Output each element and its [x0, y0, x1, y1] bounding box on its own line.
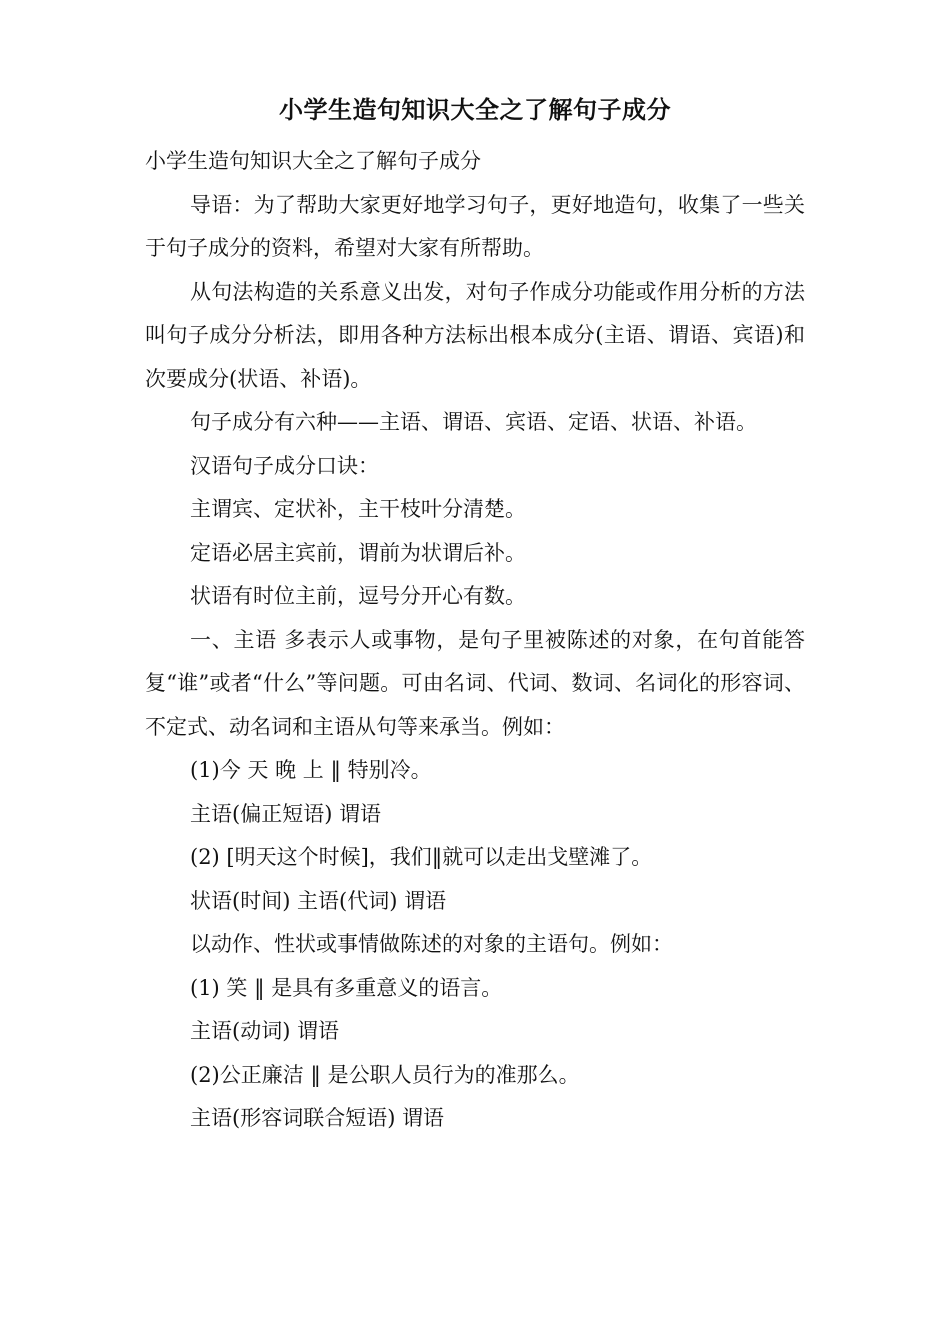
paragraph-example-4: (2)公正廉洁 ‖ 是公职人员行为的准那么。: [190, 1062, 580, 1087]
paragraph-mnemonic-line-2: 定语必居主宾前，谓前为状谓后补。: [190, 540, 526, 565]
document-body: [145, 140, 805, 1141]
paragraph-definition: 从句法构造的关系意义出发，对句子作成分功能或作用分析的方法叫句子成分分析法，即用各种方法标出根本成分(主语、谓语、宾语)和次要成分(状语、补语)。: [145, 279, 805, 391]
paragraph-six-components: 句子成分有六种——主语、谓语、宾语、定语、状语、补语。: [190, 410, 757, 434]
paragraph-mnemonic-line-3: 状语有时位主前，逗号分开心有数。: [190, 584, 526, 608]
paragraph-example-3: (1) 笑 ‖ 是具有多重意义的语言。: [190, 975, 503, 1000]
paragraph-mnemonic-line-1: 主谓宾、定状补，主干枝叶分清楚。: [190, 497, 526, 521]
paragraph-subtitle: 小学生造句知识大全之了解句子成分: [145, 149, 481, 173]
paragraph-subject-section: 一、主语 多表示人或事物，是句子里被陈述的对象，在句首能答复“谁”或者“什么”等问题。可由名词、代词、数词、名词化的形容词、不定式、动名词和主语从句等来承当。例如：: [145, 627, 805, 739]
paragraph-example-2-analysis: 状语(时间) 主语(代词) 谓语: [190, 888, 447, 913]
paragraph-example-1-analysis: 主语(偏正短语) 谓语: [190, 801, 382, 826]
paragraph-example-2: (2) [明天这个时候]，我们‖就可以走出戈壁滩了。: [190, 845, 653, 869]
paragraph-intro: 导语：为了帮助大家更好地学习句子，更好地造句，收集了一些关于句子成分的资料，希望对大家有所帮助。: [145, 192, 805, 260]
document-title: 小学生造句知识大全之了解句子成分: [279, 95, 671, 124]
paragraph-example-4-analysis: 主语(形容词联合短语) 谓语: [190, 1106, 445, 1130]
paragraph-example-1: (1)今 天 晚 上 ‖ 特别冷。: [190, 758, 432, 782]
paragraph-mnemonic-heading: 汉语句子成分口诀：: [190, 453, 379, 478]
paragraph-example-3-analysis: 主语(动词) 谓语: [190, 1019, 340, 1043]
paragraph-action-subject: 以动作、性状或事情做陈述的对象的主语句。例如：: [190, 932, 673, 956]
